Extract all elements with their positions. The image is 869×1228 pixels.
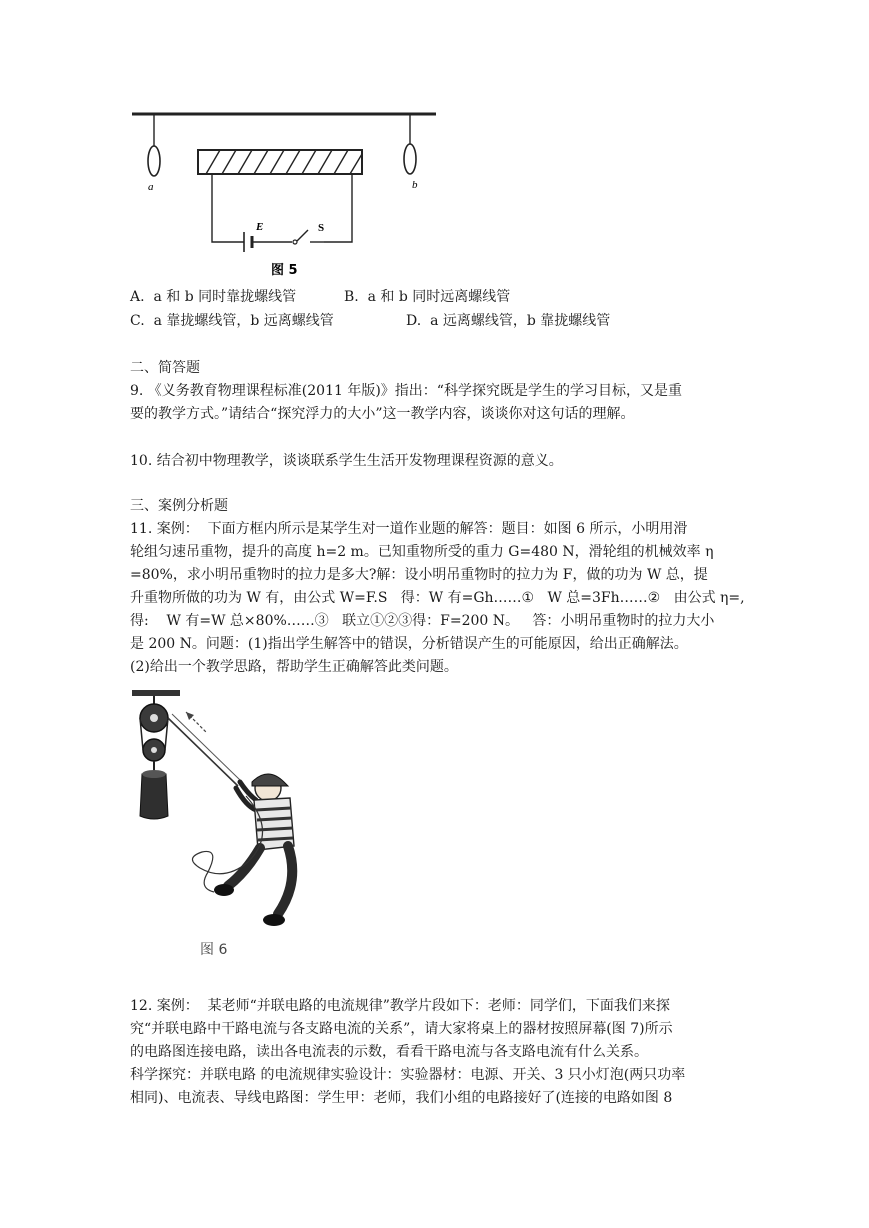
figure-6-caption: 图 6 [200,942,228,958]
q12-line-3: 的电路图连接电路，读出各电流表的示数，看看干路电流与各支路电流有什么关系。 [130,1044,648,1060]
ring-a-label: a [148,181,154,193]
q11-line-5: 得: W 有=W 总×80%……③ 联立①②③得：F=200 N。 答：小明吊重物时的拉力大小 [130,613,715,629]
figure-5-caption: 图 5 [271,263,298,278]
q12-line-5: 相同)、电流表、导线电路图：学生甲：老师，我们小组的电路接好了(连接的电路如图 8 [130,1090,673,1106]
q11-line-6: 是 200 N。问题：(1)指出学生解答中的错误，分析错误产生的可能原因，给出正确解法。 [130,636,688,652]
option-c: C. a 靠拢螺线管，b 远离螺线管 [130,313,334,329]
option-b: B. a 和 b 同时远离螺线管 [344,289,511,305]
q12-line-1: 12. 案例： 某老师“并联电路的电流规律”教学片段如下：老师：同学们，下面我们来探 [130,998,670,1014]
q11-line-7: (2)给出一个教学思路，帮助学生正确解答此类问题。 [130,659,458,675]
option-a: A. a 和 b 同时靠拢螺线管 [130,289,297,305]
q11-line-3: =80%，求小明吊重物时的拉力是多大?解：设小明吊重物时的拉力为 F，做的功为 W 总，提 [130,567,708,583]
ring-b-label: b [412,179,418,191]
q9-line-2: 要的教学方式。”请结合“探究浮力的大小”这一教学内容，谈谈你对这句话的理解。 [130,406,635,422]
pulley-boy-svg [128,682,328,966]
q11-line-2: 轮组匀速吊重物，提升的高度 h=2 m。已知重物所受的重力 G=480 N，滑轮组的机械效率 η [130,544,714,560]
q12-line-2: 究“并联电路中干路电流与各支路电流的关系”，请大家将桌上的器材按照屏幕(图 7)所示 [130,1021,673,1037]
option-d: D. a 远离螺线管，b 靠拢螺线管 [406,313,611,329]
figure-5-solenoid-diagram [128,104,440,282]
section-3-heading: 三、案例分析题 [130,498,228,514]
q11-line-1: 11. 案例： 下面方框内所示是某学生对一道作业题的解答：题目：如图 6 所示，小明用滑 [130,521,688,537]
q11-line-4: 升重物所做的功为 W 有，由公式 W=F.S 得：W 有=Gh……① W 总=3Fh……② 由公式 η=, [130,590,745,606]
q12-line-4: 科学探究：并联电路 的电流规律实验设计：实验器材：电源、开关、3 只小灯泡(两只功率 [130,1067,686,1083]
solenoid-circuit-svg [128,104,440,282]
q9-line-1: 9. 《义务教育物理课程标准(2011 年版)》指出：“科学探究既是学生的学习目标，又是重 [130,383,682,399]
figure-6-pulley-illustration [128,682,328,966]
battery-label: E [256,221,264,233]
q10-text: 10. 结合初中物理教学，谈谈联系学生生活开发物理课程资源的意义。 [130,453,563,469]
switch-label: S [318,222,325,234]
section-2-heading: 二、简答题 [130,360,200,376]
